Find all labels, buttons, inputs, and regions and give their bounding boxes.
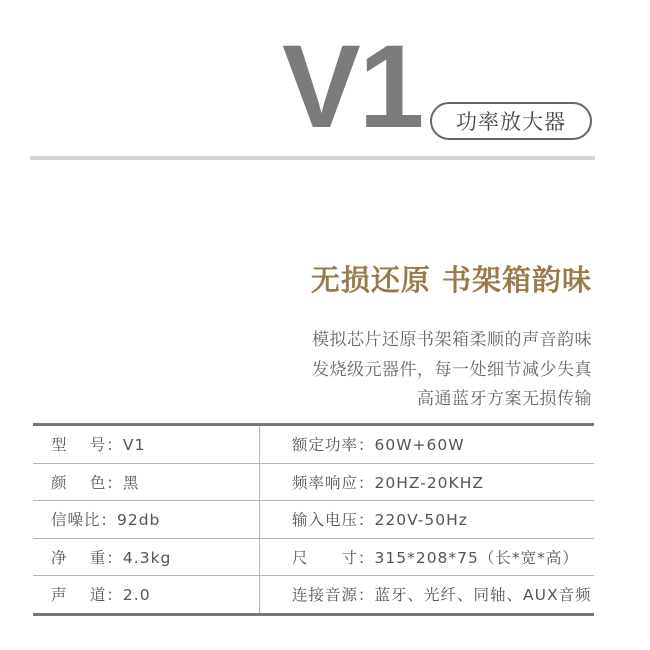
spec-row — [33, 463, 594, 501]
spec-rated-power: 额定功率：60W+60W — [260, 425, 595, 464]
spec-snr: 信噪比：92db — [33, 501, 260, 539]
spec-model: 型 号：V1 — [33, 425, 260, 464]
spec-frequency-response: 频率响应：20HZ-20KHZ — [260, 463, 595, 501]
spec-table — [33, 423, 594, 616]
description — [312, 326, 592, 415]
spec-dimensions: 尺 寸：315*208*75（长*宽*高） — [260, 538, 595, 576]
description-line: 高通蓝牙方案无损传输 — [417, 389, 592, 409]
spec-row — [33, 501, 594, 539]
spec-color: 颜 色：黑 — [33, 463, 260, 501]
description-line: 发烧级元器件，每一处细节减少失真 — [312, 359, 592, 380]
spec-input-voltage: 输入电压：220V-50Hz — [260, 501, 595, 539]
spec-channels: 声 道：2.0 — [33, 576, 260, 615]
spec-weight: 净 重：4.3kg — [33, 538, 260, 576]
category-badge: 功率放大器 — [430, 102, 592, 140]
headline: 无损还原 书架箱韵味 — [310, 263, 592, 297]
spec-row — [33, 576, 594, 615]
header-divider — [30, 156, 595, 160]
spec-row — [33, 538, 594, 576]
description-line: 模拟芯片还原书架箱柔顺的声音韵味 — [312, 330, 592, 350]
spec-sources: 连接音源：蓝牙、光纤、同轴、AUX音频 — [292, 586, 592, 605]
model-name: V1 — [282, 21, 423, 153]
spec-row — [33, 425, 594, 464]
